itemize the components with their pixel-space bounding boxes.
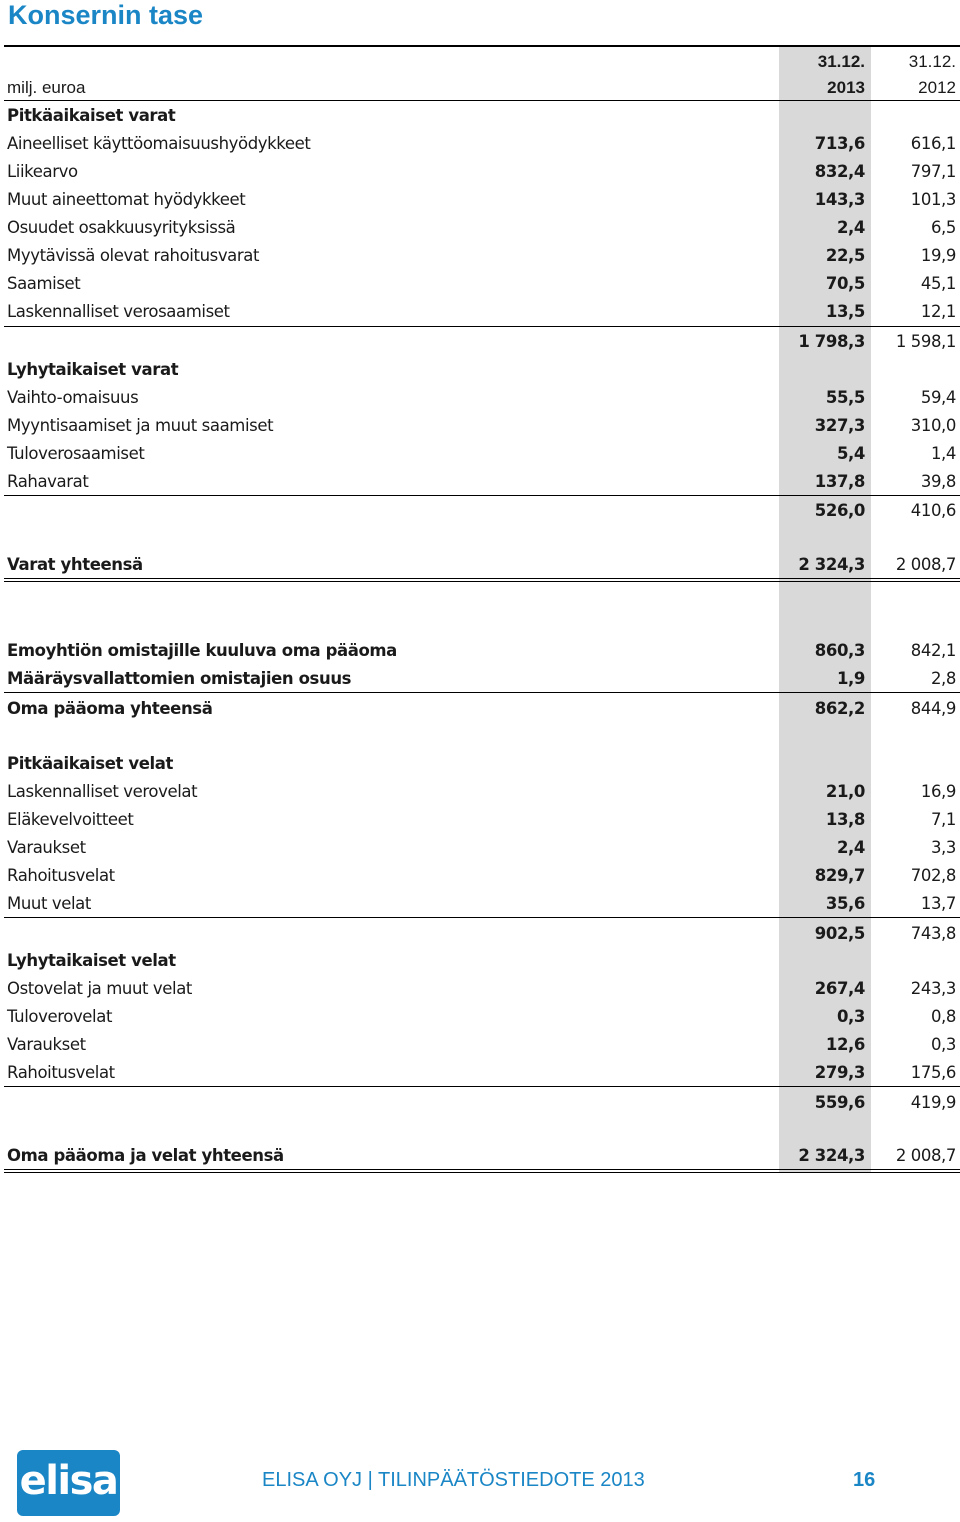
unit-label: milj. euroa [7, 78, 86, 97]
table-row: Muut aineettomat hyödykkeet 143,3 101,3 [7, 190, 956, 209]
total-double-rule [4, 1169, 960, 1173]
table-row: Rahoitusvelat 829,7 702,8 [7, 866, 956, 885]
section-heading: Pitkäaikaiset varat [7, 106, 176, 125]
elisa-logo: elisa [17, 1450, 120, 1516]
table-row: Varaukset 2,4 3,3 [7, 838, 956, 857]
table-row: Laskennalliset verovelat 21,0 16,9 [7, 782, 956, 801]
footer-company-text: ELISA OYJ | TILINPÄÄTÖSTIEDOTE 2013 [262, 1469, 645, 1491]
table-row: Tuloverosaamiset 5,4 1,4 [7, 444, 956, 463]
header-rule [4, 100, 960, 101]
page-title: Konsernin tase [8, 0, 204, 30]
total-double-rule [4, 578, 960, 582]
table-row: Ostovelat ja muut velat 267,4 243,3 [7, 979, 956, 998]
table-row: Varaukset 12,6 0,3 [7, 1035, 956, 1054]
subtotal-row: 526,0 410,6 [814, 501, 956, 520]
subtotal-rule [4, 326, 960, 327]
table-row: Liikearvo 832,4 797,1 [7, 162, 956, 181]
subtotal-rule [4, 495, 960, 496]
header-row-dates [4, 48, 960, 76]
subtotal-row: 902,5 743,8 [814, 924, 956, 943]
table-row: Muut velat 35,6 13,7 [7, 894, 956, 913]
table-row: Saamiset 70,5 45,1 [7, 274, 956, 293]
col2-date: 31.12. [908, 52, 956, 71]
col1-date: 31.12. [817, 52, 865, 71]
subtotal-row: 1 798,3 1 598,1 [798, 332, 956, 351]
section-heading: Lyhytaikaiset velat [7, 951, 176, 970]
header-row-years [4, 74, 960, 102]
table-row: Myyntisaamiset ja muut saamiset 327,3 310,0 [7, 416, 956, 435]
subtotal-rule [4, 1086, 960, 1087]
table-row: Vaihto-omaisuus 55,5 59,4 [7, 388, 956, 407]
subtotal-rule [4, 917, 960, 918]
table-row: Emoyhtiön omistajille kuuluva oma pääoma 860,3 842,1 [7, 641, 956, 660]
total-row: Varat yhteensä 2 324,3 2 008,7 [7, 555, 956, 574]
table-row: Laskennalliset verosaamiset 13,5 12,1 [7, 302, 956, 321]
col2-year: 2012 [918, 78, 956, 97]
table-row: Määräysvallattomien omistajien osuus 1,9 2,8 [7, 669, 956, 688]
subtotal-row: 559,6 419,9 [814, 1093, 956, 1112]
section-heading: Pitkäaikaiset velat [7, 754, 173, 773]
section-heading: Lyhytaikaiset varat [7, 360, 179, 379]
table-top-rule [4, 45, 960, 47]
table-row: Tuloverovelat 0,3 0,8 [7, 1007, 956, 1026]
page-number: 16 [853, 1469, 876, 1491]
table-row: Rahoitusvelat 279,3 175,6 [7, 1063, 956, 1082]
col1-year: 2013 [827, 78, 865, 97]
total-row: Oma pääoma yhteensä 862,2 844,9 [7, 699, 956, 718]
subtotal-rule [4, 692, 960, 693]
total-row: Oma pääoma ja velat yhteensä 2 324,3 2 008,7 [7, 1146, 956, 1165]
table-row: Myytävissä olevat rahoitusvarat 22,5 19,9 [7, 246, 956, 265]
table-row: Rahavarat 137,8 39,8 [7, 472, 956, 491]
table-row: Eläkevelvoitteet 13,8 7,1 [7, 810, 956, 829]
table-row: Aineelliset käyttöomaisuushyödykkeet 713,6 616,1 [7, 134, 956, 153]
table-row: Osuudet osakkuusyrityksissä 2,4 6,5 [7, 218, 956, 237]
